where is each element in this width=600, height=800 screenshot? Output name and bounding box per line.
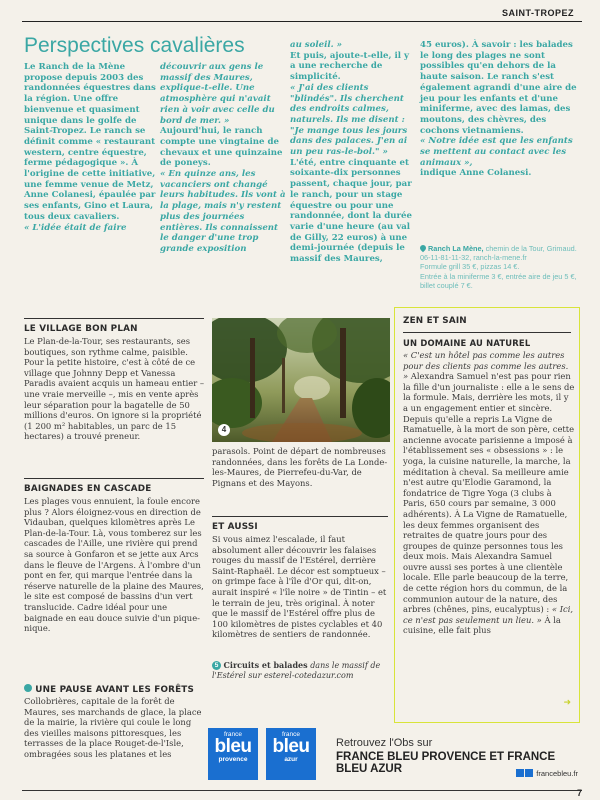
ad-tagline: Retrouvez l'Obs sur [336,737,433,749]
zen-box [394,307,580,723]
ranch-name: Ranch La Mène, [428,244,484,253]
location-pin-icon [419,244,427,252]
aussi-guide-link: dans le massif de l'Estérel sur esterel-cotedazur.com [212,661,381,680]
aussi-badge: 5 [212,661,221,670]
divider [24,318,204,319]
divider [24,478,204,479]
facebook-icon[interactable] [516,769,524,777]
column-text: Aujourd'hui, le ranch compte une vingtaine de chevaux et une quinzaine de poneys. [160,126,283,169]
zen-heading: ZEN ET SAIN [403,316,467,326]
logo-region: azur [284,756,298,763]
ranch-price-1: Formule grill 35 €, pizzas 14 €. [420,262,520,272]
page-number: 7 [576,788,582,798]
top-rule [22,21,582,22]
column-text: indique Anne Colanesi. [420,168,532,179]
aussi-guide-title: Circuits et balades [223,660,308,670]
column-quote: « En quinze ans, les vacanciers ont changé leurs habitudes. Ils vont à la plage, mais n'y restent plus des journées entières. Ils connaissent le danger d'une trop grande exposition [160,169,286,254]
zen-subheading: UN DOMAINE AU NATUREL [403,338,531,348]
continue-arrow-icon: ➜ [563,698,571,708]
article-column-3 [290,40,414,265]
logo-brand: france [223,731,243,738]
baignades-text: Les plages vous ennuient, la foule encore plus ? Alors éloignez-vous en direction de Vidauban, quelques kilomètres après Le Plan-de-la-Tour. Là, vous tomberez sur les cascades de l'Aille, une rivière qui prend sa source à Gonfaron et se jette aux Arcs dans le fleuve de l'Argens. À l'ombre d'un pont en fer, qui marque l'entrée dans la réserve naturelle de la plaine des Maures, le site est composé de bassins d'un vert translucide. Cadre idéal pour une baignade en eau douce suivie d'un pique-nique. [24,496,204,634]
ranch-address: chemin de la Tour, Grimaud. 06-11-81-11-32, ranch-la-mene.fr [420,244,577,263]
aussi-text: Si vous aimez l'escalade, il faut absolument aller découvrir les falaises rouges du massif de l'Estérel, derrière Saint-Raphaël. Le décor est somptueux – on grimpe face à l'île d'Or qui, dit-on, aurait inspiré « l'île noire » de Tintin – et le terrain de jeu, très original. À noter que le massif de l'Estérel offre plus de 100 kilomètres de pistes cyclables et 40 kilomètres de sentiers de randonnée. [212,534,387,640]
village-text: Le Plan-de-la-Tour, ses restaurants, ses boutiques, son rythme calme, paisible. Pour la petite histoire, c'est à côté de ce village que Johnny Depp et Vanessa Paradis avaient acquis un hameau entier – une vraie merveille –, mis en vente après leur séparation pour la bagatelle de 50 millions d'euros. On ignore si la propriété (1 200 m² habitables, un parc de 15 hectares) a trouvé preneur. [24,336,205,442]
column-text: Et puis, ajoute-t-elle, il y a une recherche de simplicité. [290,50,410,83]
photo-caption: parasols. Point de départ de nombreuses randonnées, dans les forêts de La Londe-les-Maures, de Pierrefeu-du-Var, de Pignans et des Mayons. [212,446,388,488]
article-title: Perspectives cavalières [24,34,245,57]
france-bleu-ad[interactable] [206,724,582,782]
village-heading: LE VILLAGE BON PLAN [24,324,138,334]
logo-brand: france [281,731,301,738]
column-quote: « J'ai des clients "blindés". Ils cherchent des endroits calmes, naturels. Ils me disent : "Je mange tous les jours dans des palaces. J'en ai un peu ras-le-bol." » [290,82,408,158]
zen-quote-1: « C'est un hôtel pas comme les autres pour des clients pas comme les autres. » [403,350,569,382]
ranch-price-2: Entrée à la miniferme 3 €, entrée aire de jeu 5 €, billet couplé 7 €. [420,271,577,290]
pause-text: Collobrières, capitale de la forêt de Maures, ses marchands de glace, la place de la mairie, la rivière qui coule le long des vieilles maisons pittoresques, les terrasses de la place Rouget-de-l'Isle, ombragées sous les platanes et les [24,696,202,759]
forest-photo [212,318,390,442]
column-text: 45 euros). À savoir : les balades le long des plages ne sont possibles qu'en dehors de la haute saison. Le ranch s'est également agrandi d'une aire de jeu pour les enfants et d'une miniferme, avec des lamas, des moutons, des chèvres, des cochons vietnamiens. [420,40,577,136]
zen-text-1: Alexandra Samuel n'est pas pour rien la fille d'un journaliste : elle a le sens de la formule. Mais, derrière les mots, il y a un engagement entier et sincère. Depuis qu'elle a repris La Vigne de Ramatuelle, à la mort de son père, cette ancienne avocate parisienne a imposé à l'établissement ses « obsessions » : le yoga, la cuisine naturelle, la marche, la méditation à cheval. Sa meilleure amie n'est autre qu'Elodie Garamond, la fondatrice de Tigre Yoga (3 clubs à Paris, 650 cours par semaine, 3 000 adhérents). À La Vigne de Ramatuelle, les deux femmes organisent des retraites de quatre jours pour des groupes de quinze personnes tous les deux mois. Mais Alexandra Samuel ouvre aussi ses portes à une clientèle locale. Elle parle beaucoup de la terre, de cette région hors du commun, de la communion autour de la nature, des arbres (chênes, pins, eucalyptus) : [403,371,575,615]
ad-website-link[interactable]: francebleu.fr [536,769,578,778]
france-bleu-provence-logo [208,728,258,780]
twitter-icon[interactable] [525,769,533,777]
zen-quote-2: « Ici, ce n'est pas seulement un lieu. » [403,604,574,625]
column-quote: « Notre idée est que les enfants se mettent au contact avec les animaux », [420,136,573,168]
divider [212,516,388,517]
column-text: L'été, entre cinquante et soixante-dix personnes passent, chaque jour, par le ranch, pour un stage équestre ou pour une randonnée, dont la durée varie d'une heure (au val de Gilly, 22 euros) à une demi-journée (depuis le massif des Maures, [290,157,412,265]
pause-heading-text: UNE PAUSE AVANT LES FORÊTS [35,685,195,695]
aussi-guide [212,660,392,681]
divider [403,332,571,333]
logo-region: provence [218,756,248,763]
zen-body [403,350,575,636]
logo-main: bleu [272,736,310,757]
footer-rule [22,790,582,791]
forest-photo-image [212,318,390,442]
article-column-4 [420,40,578,179]
aussi-heading: ET AUSSI [212,522,258,532]
photo-number-badge: 4 [218,424,230,436]
ad-headline: FRANCE BLEU PROVENCE ET FRANCE BLEU AZUR [336,751,556,775]
article-column-1 [24,62,156,233]
section-label: SAINT-TROPEZ [501,8,574,18]
bullet-icon [24,684,32,692]
column-quote: au soleil. » [290,40,342,50]
ranch-info [420,244,580,290]
baignades-heading: BAIGNADES EN CASCADE [24,484,152,494]
column-text: Le Ranch de la Mène propose depuis 2003 des randonnées équestres dans la région. Une offre bienvenue et quasiment unique dans le golfe de Saint-Tropez. Le ranch se définit comme « restaurant western, centre équestre, ferme pédagogique ». À l'origine de cette initiative, une femme venue de Metz, Anne Colanesi, épaulée par ses enfants, Gino et Laura, tous deux cavaliers. [24,62,156,222]
logo-main: bleu [214,736,252,757]
column-quote: « L'idée était de faire [24,222,127,233]
zen-text-2: À la cuisine, elle fait plus [403,614,561,636]
ad-social[interactable] [516,769,578,778]
pause-heading [24,684,194,695]
article-column-2 [160,62,286,255]
france-bleu-azur-logo [266,728,316,780]
column-quote: découvrir aux gens le massif des Maures, explique-t-elle. Une atmosphère qui n'avait rien à voir avec celle du bord de mer. » [160,62,275,126]
